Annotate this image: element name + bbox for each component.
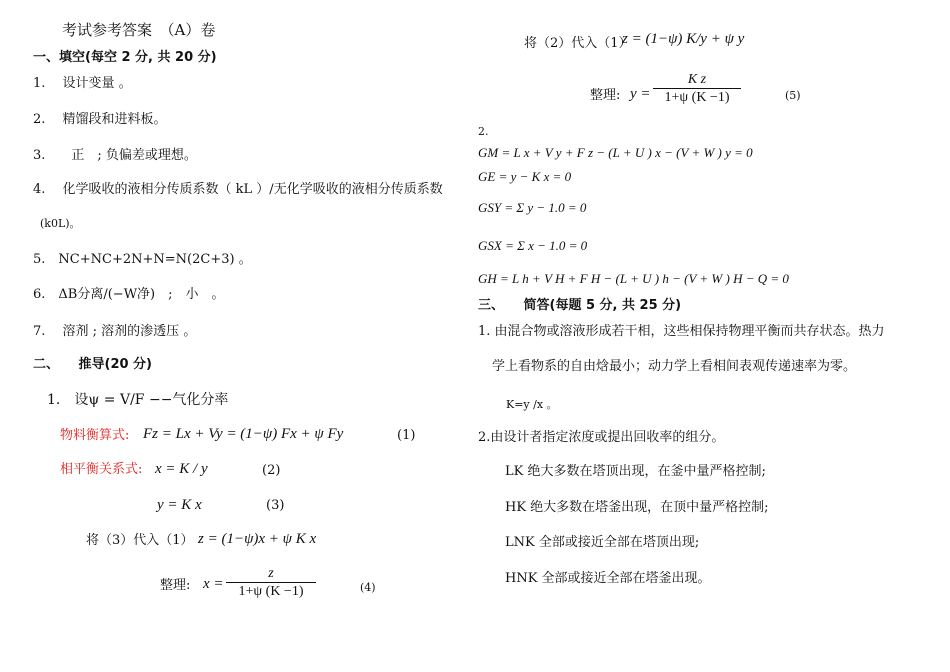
section-2-heading: 二、 推导(20 分)	[33, 357, 152, 372]
fill-item-4: 4. 化学吸收的液相分传质系数（ kL ）/无化学吸收的液相分传质系数	[33, 182, 443, 197]
fill-item-4-cont: (k0L)。	[40, 217, 81, 230]
mesh-equation-gsx: GSX = Σ x − 1.0 = 0	[478, 238, 588, 253]
answer-2-lnk: LNK 全部或接近全部在塔顶出现;	[505, 535, 700, 550]
answer-2-lk: LK 绝大多数在塔顶出现，在釜中量严格控制;	[505, 464, 766, 479]
fill-item-2: 2. 精馏段和进料板。	[33, 112, 167, 127]
equilibrium-equation-3: y = K x	[157, 497, 202, 513]
fill-item-1: 1. 设计变量 。	[33, 76, 132, 91]
x-denominator: 1+ψ (K −1)	[238, 584, 304, 599]
answer-2-hk: HK 绝大多数在塔釜出现，在顶中量严格控制;	[505, 500, 769, 515]
fill-item-7: 7. 溶剂 ; 溶剂的渗透压 。	[33, 324, 197, 339]
phase-equilibrium-label: 相平衡关系式:	[60, 462, 143, 477]
equilibrium-equation-2: x = K / y	[155, 461, 208, 477]
x-numerator: z	[268, 566, 274, 581]
answer-2: 2.由设计者指定浓度或提出回收率的组分。	[478, 430, 725, 445]
answer-2-hnk: HNK 全部或接近全部在塔釜出现。	[505, 571, 711, 586]
equation-number-1: (1)	[397, 428, 416, 443]
equation-number-2: (2)	[262, 463, 281, 478]
substitution-equation-b: z = (1−ψ) K/y + ψ y	[622, 31, 745, 47]
mass-balance-label: 物料衡算式:	[60, 428, 130, 443]
equation-number-5: (5)	[785, 89, 801, 102]
substitute-2-into-1: 将（2）代入（1）	[524, 36, 632, 51]
derivation-q2-number: 2.	[478, 125, 489, 138]
x-lhs: x =	[203, 576, 224, 592]
derivation-q1: 1. 设ψ = V/F −−气化分率	[47, 392, 229, 408]
answer-1-line-1: 1. 由混合物或溶液形成若干相，这些相保持物理平衡而共存状态。热力	[478, 324, 885, 339]
fill-item-5: 5. NC+NC+2N+N=N(2C+3) 。	[33, 252, 252, 267]
y-fraction	[653, 72, 741, 106]
section-1-heading: 一、填空(每空 2 分, 共 20 分)	[33, 50, 217, 65]
mesh-equation-gm: GM = L x + V y + F z − (L + U ) x − (V + W ) y = 0	[478, 145, 753, 160]
section-3-heading: 三、 简答(每题 5 分, 共 25 分)	[478, 298, 682, 313]
fill-item-3: 3. 正 ; 负偏差或理想。	[33, 148, 197, 163]
y-numerator: K z	[687, 72, 707, 87]
fill-item-6: 6. ΔB分离/(−W净) ; 小 。	[33, 287, 225, 302]
page-title: 考试参考答案 （A）卷	[62, 21, 216, 39]
substitution-equation-a: z = (1−ψ)x + ψ K x	[198, 531, 317, 547]
tidy-label-b: 整理:	[590, 88, 621, 103]
mass-balance-equation: Fz = Lx + Vy = (1−ψ) Fx + ψ Fy	[143, 426, 344, 442]
mesh-equation-ge: GE = y − K x = 0	[478, 169, 572, 184]
x-fraction	[226, 566, 316, 600]
substitute-3-into-1: 将（3）代入（1）	[86, 533, 194, 548]
mesh-equation-gsy: GSY = Σ y − 1.0 = 0	[478, 200, 587, 215]
mesh-equation-gh: GH = L h + V H + F H − (L + U ) h − (V + W ) H − Q = 0	[478, 271, 789, 286]
equation-number-4: (4)	[360, 581, 376, 594]
y-denominator: 1+ψ (K −1)	[664, 90, 730, 105]
tidy-label-a: 整理:	[160, 578, 191, 593]
answer-1-k-formula: K=y /x 。	[506, 398, 558, 411]
answer-1-line-2: 学上看物系的自由焓最小；动力学上看相间表观传递速率为零。	[492, 359, 857, 374]
y-lhs: y =	[630, 86, 651, 102]
equation-number-3: (3)	[266, 498, 285, 513]
